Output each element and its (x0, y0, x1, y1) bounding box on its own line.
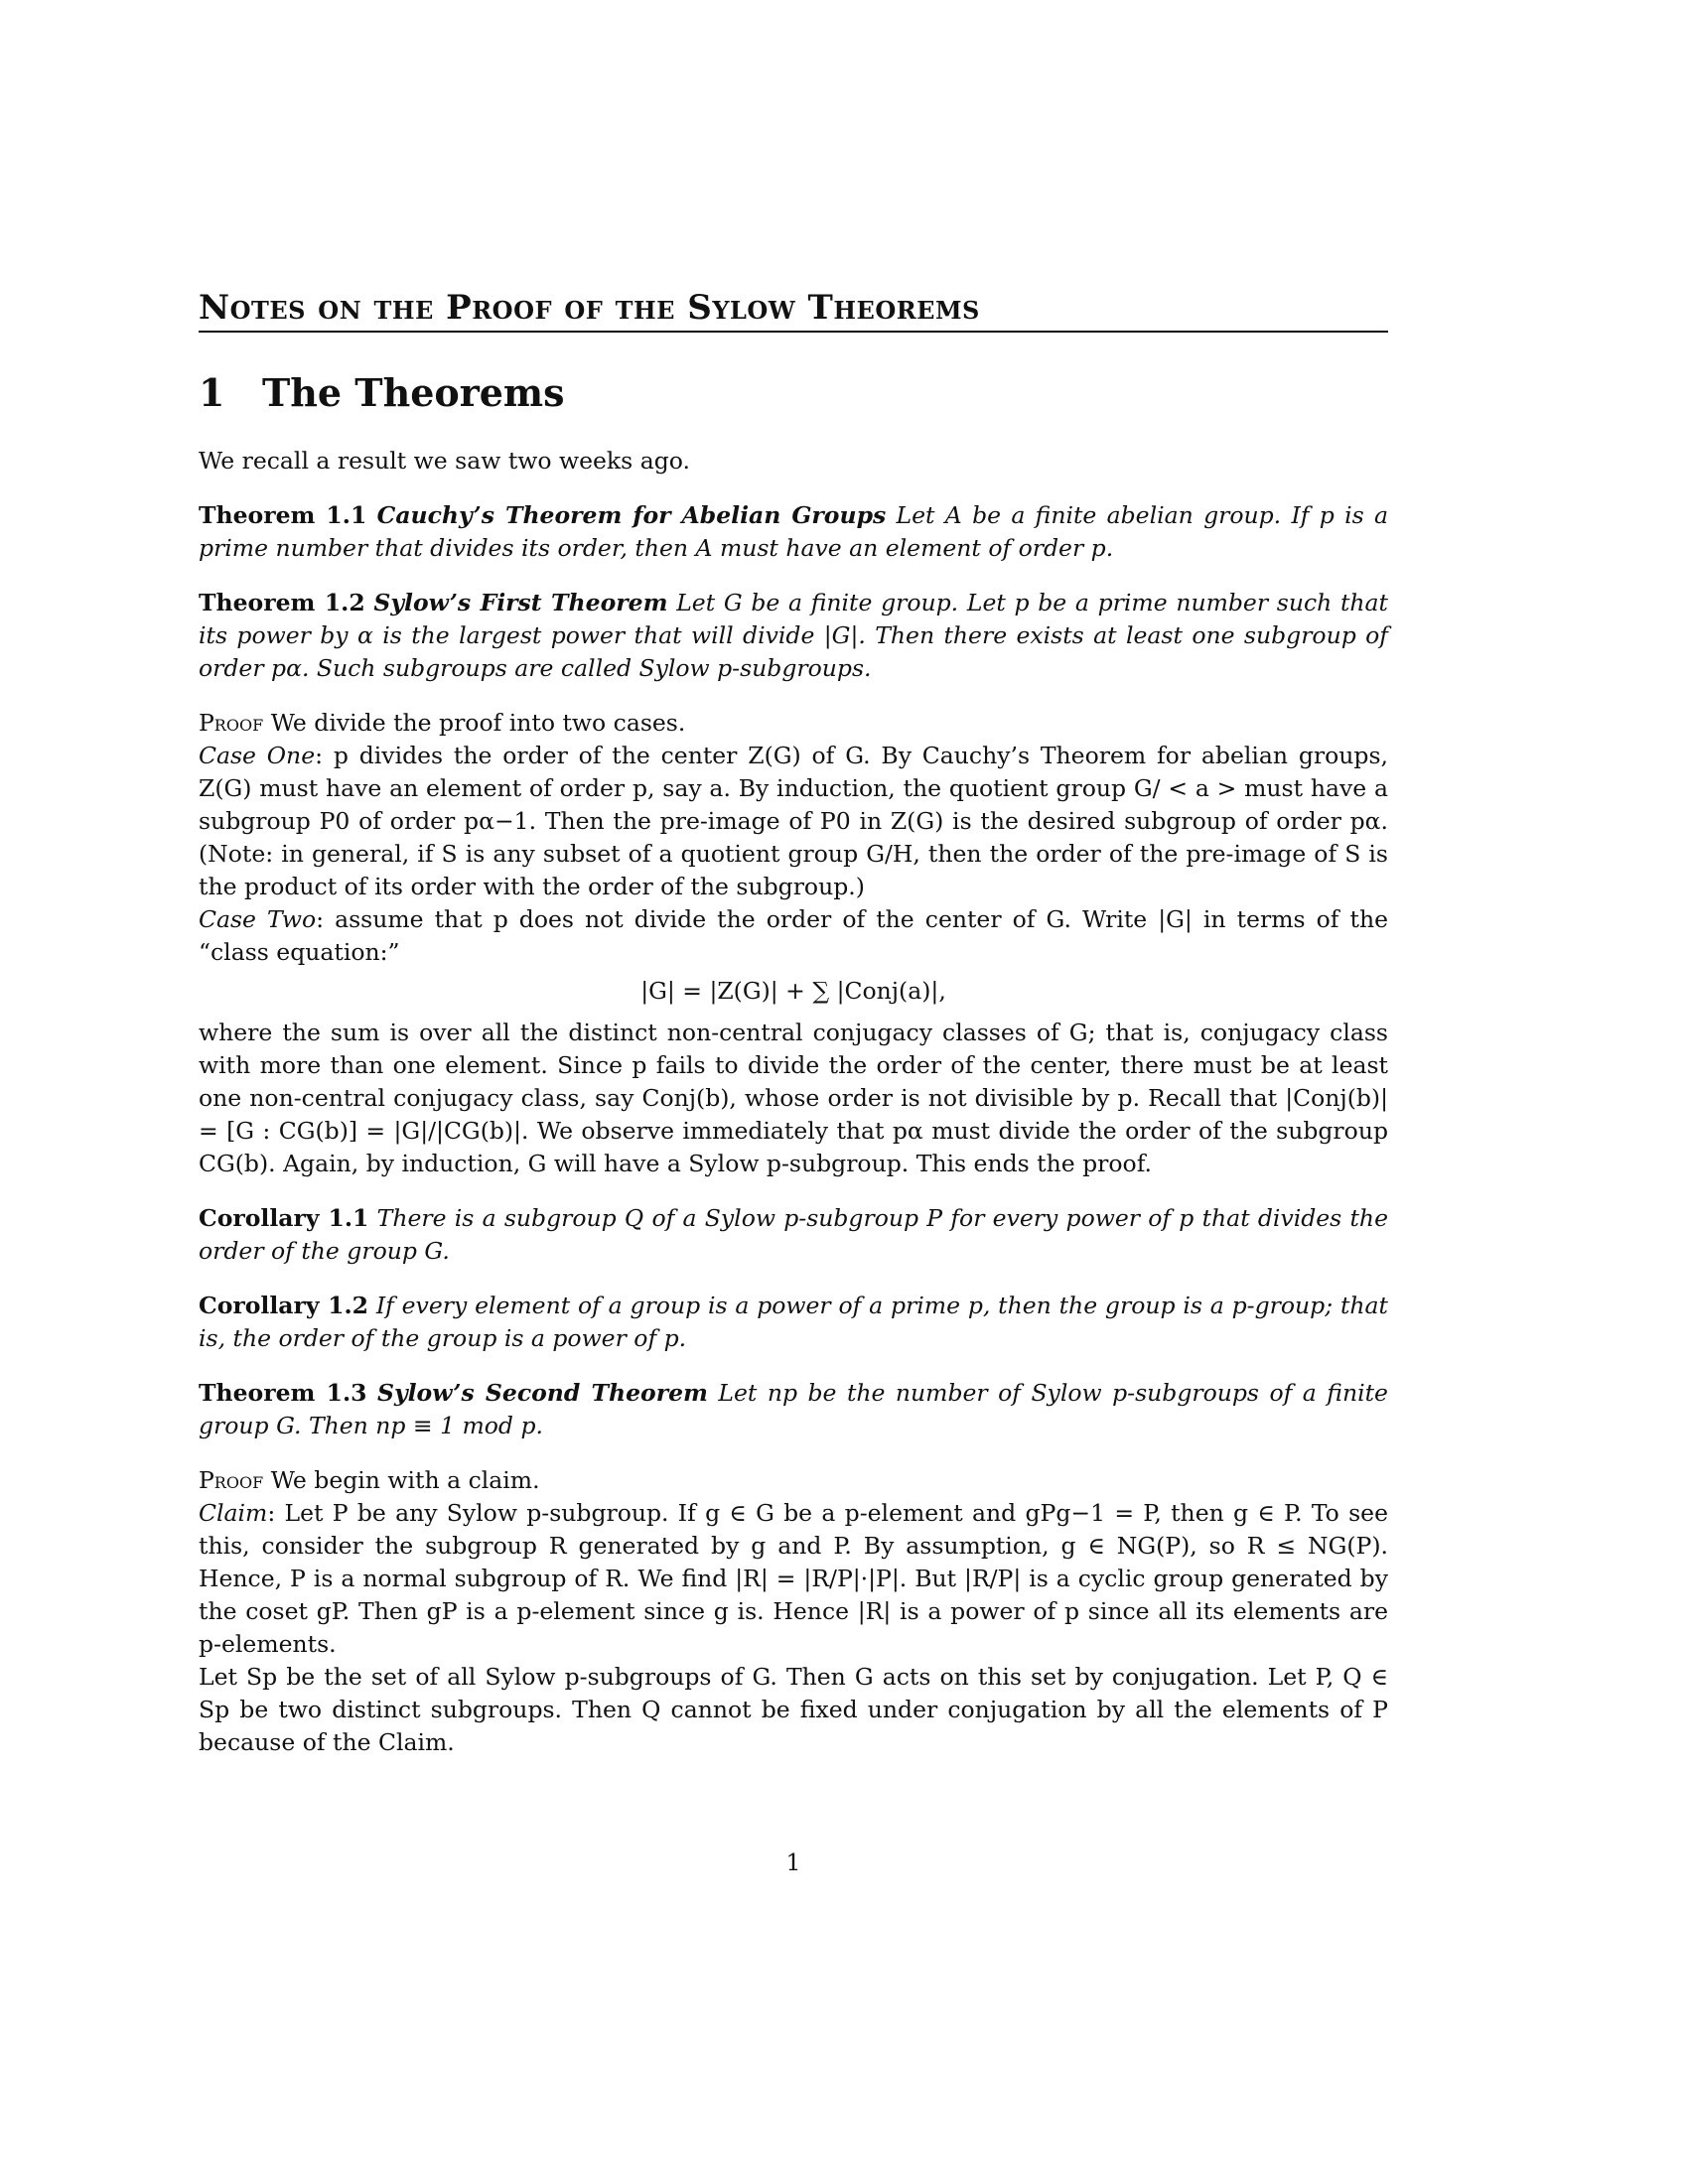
corollary-1-1 (199, 1202, 1388, 1268)
theorem-body: Let A be a finite abelian group. If p is a prime number that divides its order, then A must have an element of order p. (199, 501, 1388, 562)
corollary-1-2 (199, 1290, 1388, 1355)
proof-text: We divide the proof into two cases. (270, 709, 686, 737)
corollary-body: If every element of a group is a power of a prime p, then the group is a p-group; that is, the order of the group is a power of p. (199, 1292, 1388, 1352)
corollary-label: Corollary 1.2 (199, 1292, 368, 1319)
section-number: 1 (199, 370, 225, 415)
proof-1-case-one (199, 740, 1388, 903)
case-label: Case Two (199, 905, 317, 933)
theorem-1-3 (199, 1377, 1388, 1442)
theorem-1-1 (199, 499, 1388, 565)
class-equation: |G| = |Z(G)| + ∑ |Conj(a)|, (640, 977, 946, 1005)
proof-2-claim (199, 1497, 1388, 1661)
theorem-label: Theorem 1.3 (199, 1379, 367, 1407)
theorem-body: Let np be the number of Sylow p-subgroups of a finite group G. Then np ≡ 1 mod p. (199, 1379, 1388, 1439)
proof-label: Proof (199, 1466, 264, 1494)
document-title: Notes on the Proof of the Sylow Theorems (199, 288, 1388, 333)
theorem-label: Theorem 1.1 (199, 501, 367, 529)
theorem-label: Theorem 1.2 (199, 589, 365, 616)
case-text: : p divides the order of the center Z(G) of G. By Cauchy’s Theorem for abelian groups, Z(G) must have an element of order p, say a. By induction, the quotient group G/ < a > must have a subgroup P0 of order pα−1. Then the pre-image of P0 in Z(G) is the desired subgroup of order pα. (Note: in general, if S is any subset of a quotient group G/H, then the order of the pre-image of S is the product of its order with the order of the subgroup.) (199, 742, 1388, 900)
theorem-name: Cauchy’s Theorem for Abelian Groups (376, 501, 887, 529)
page-number: 1 (785, 1848, 801, 1876)
proof-1-intro (199, 707, 1388, 740)
intro-paragraph: We recall a result we saw two weeks ago. (199, 447, 690, 475)
text-column (199, 288, 1388, 1759)
corollary-body: There is a subgroup Q of a Sylow p-subgroup P for every power of p that divides the order of the group G. (199, 1204, 1388, 1265)
claim-label: Claim (199, 1499, 268, 1527)
corollary-label: Corollary 1.1 (199, 1204, 369, 1232)
proof-1-conclusion: where the sum is over all the distinct non-central conjugacy classes of G; that is, conjugacy class with more than one element. Since p fails to divide the order of the center, there must be at least one non-central conjugacy class, say Conj(b), whose order is not divisible by p. Recall that |Conj(b)| = [G : CG(b)] = |G|/|CG(b)|. We observe immediately that pα must divide the order of the subgroup CG(b). Again, by induction, G will have a Sylow p-subgroup. This ends the proof. (199, 1019, 1388, 1177)
claim-text: : Let P be any Sylow p-subgroup. If g ∈ G be a p-element and gPg−1 = P, then g ∈ P. To see this, consider the subgroup R generated by g and P. By assumption, g ∈ NG(P), so R ≤ NG(P). Hence, P is a normal subgroup of R. We find |R| = |R/P|·|P|. But |R/P| is a cyclic group generated by the coset gP. Then gP is a p-element since g is. Hence |R| is a power of p since all its elements are p-elements. (199, 1499, 1388, 1658)
theorem-1-2 (199, 587, 1388, 685)
section-heading (199, 370, 1388, 415)
theorem-name: Sylow’s First Theorem (373, 589, 668, 616)
case-label: Case One (199, 742, 316, 769)
proof-text: We begin with a claim. (270, 1466, 540, 1494)
case-text: : assume that p does not divide the order of the center of G. Write |G| in terms of the “class equation:” (199, 905, 1388, 966)
proof-1-case-two (199, 903, 1388, 969)
proof-2-intro (199, 1464, 1388, 1497)
theorem-body: Let G be a finite group. Let p be a prime number such that its power by α is the largest power that will divide |G|. Then there exists at least one subgroup of order pα. Such subgroups are called Sylow p-subgroups. (199, 589, 1388, 682)
section-title: The Theorems (262, 370, 565, 415)
proof-2-continuation: Let Sp be the set of all Sylow p-subgroups of G. Then G acts on this set by conjugation. Let P, Q ∈ Sp be two distinct subgroups. Then Q cannot be fixed under conjugation by all the elements of P because of the Claim. (199, 1663, 1388, 1756)
proof-label: Proof (199, 709, 264, 737)
theorem-name: Sylow’s Second Theorem (376, 1379, 708, 1407)
